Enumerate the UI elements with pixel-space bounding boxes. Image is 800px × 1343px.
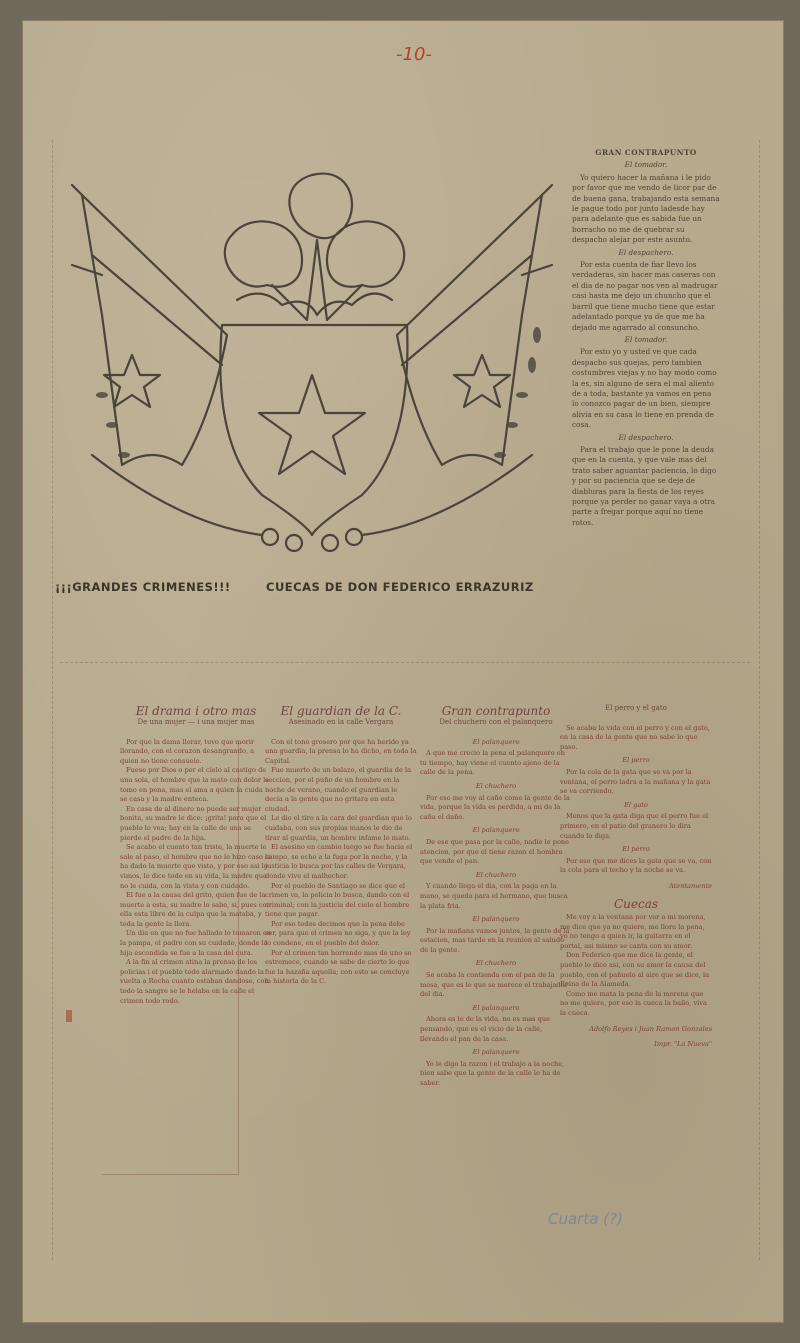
verse-paragraph: Se acabo el cuento tan triste, la muerte le sale al paso, el hombre que no le hizo caso le ha dado la muerte que visto, y por eso asi lo vimos, lo dice todo en su vida, la madre que no le cuida, con la vista y con cuidado.: [120, 843, 272, 890]
speaker-label: El tomador.: [624, 160, 668, 170]
verse-paragraph: Por eso que me dices la gata que se va, con la cola para el techo y la noche se va.: [560, 856, 712, 875]
column-subtitle: Del chuchero con el palanquero: [439, 718, 553, 726]
speaker-label: El palanquero: [472, 1048, 520, 1057]
credits: Adolfo Reyes i Juan Ramon Gonzales: [589, 1024, 712, 1033]
column-subtitle: Asesinado en la calle Vergara: [288, 718, 394, 726]
column-subtitle: De una mujer — i una mujer mas: [137, 718, 255, 726]
speaker-label: El palanquero: [472, 826, 520, 835]
verse-block: Yo quiero hacer la mañana i le pido por favor que me vendo de licor par de de buena gana, trabajando esta semana le pague todo por junto ladesde hay para adelante que es sabida fue un borracho no me de quebrar su despacho alejar por este asunto.: [572, 172, 720, 245]
verse-paragraph: A la fin al crimen atina la prensa de los policias i el pueblo todo alarmado dando la vuelta a Rocha cuanto estaban dandose, con todo la sangre se le helaba en la calle el crimen todo rodo.: [120, 958, 269, 1005]
column-4: [560, 704, 712, 1050]
verse-paragraph: Por la mañana vamos juntos, la gente de la estacion, mas tarde en la reunion al saludo de la gente.: [420, 926, 570, 954]
speaker-label: El perro: [622, 756, 650, 765]
coat-of-arms-woodcut-image: [62, 165, 562, 585]
speaker-label: El chuchero: [475, 959, 517, 968]
verse-paragraph: Se acaba la vida con el perro y con el gato, en la casa de la gente que no sabe lo que paso.: [560, 723, 710, 751]
verse-paragraph: El fue a la causa del grito, quien fue de la muerte a esta, su madre lo sabe, si, pues con ella esta libre de la culpa que la mataba, y toda la gente la llora.: [120, 891, 271, 928]
column-title: El drama i otro mas: [135, 704, 257, 718]
cueca-verse: Don Federico que me dice la gente, el pueblo lo dice asi, con su amor la causa del pueblo, con el pañuelo al aire que se dice, la Reina de la Alameda.: [560, 951, 710, 989]
signature: Atentamente: [669, 881, 712, 890]
section-divider: [60, 662, 750, 663]
speaker-label: El despachero.: [618, 432, 674, 442]
verse-paragraph: Le dio el tiro a la cara del guardian que lo cuidaba, con sus propias manos le dio de tirar al guardia, un hombre infame lo mato.: [265, 814, 412, 842]
verse-paragraph: En casa de al dinero no puede ser mujer bonita, su madre le dice: ¡grita! para que el pueblo lo vea; hay en la calle de una se pierde el padre de la hija.: [120, 804, 267, 842]
column-bracket-line: [102, 742, 239, 1175]
imprint: Impr. "La Nueva": [654, 1040, 712, 1049]
verse-paragraph: Menos que la gata diga que el perro fue el primero, en el patio del granero lo dira cuando lo diga.: [560, 812, 709, 840]
verse-paragraph: Fue muerto de un balazo, el guardia de la seccion, por el puño de un hombre en la noche de verano, cuando el guardian le decia a la gente que no gritara en esta ciudad.: [265, 766, 411, 813]
verse-block: Para el trabajo que le pone la deuda que en la cuenta, y que vale mas del trato saber aguantar paciencia, lo digo y por su paciencia que se deje de diabluras para la fiesta de los reyes porque ya perder no ganar vaya a otra parte a fregar porque aquí no tiene rotos.: [572, 444, 717, 527]
speaker-label: El chuchero: [475, 870, 517, 879]
verse-paragraph: Fuese por Dios o por el cielo al castigo de una sola, el hombre que la mato con dolor le tomo en pena, mas el ama a quien la cuida se casa y la madre enteca.: [120, 766, 270, 804]
cueca-verse: Como me mata la pena de la morena que no me quiere, por eso la cueca la bailo, viva la cueca.: [560, 989, 707, 1018]
pencil-annotation: Cuarta (?): [548, 1210, 623, 1228]
verse-paragraph: Por la cola de la gata que se va por la ventana, el perro ladra a la mañana y la gata se va corriendo.: [560, 767, 711, 796]
speaker-label: El tomador.: [624, 334, 668, 344]
verse-paragraph: A que me crecio la pena el palanquero en tu tiempo, hay viene el cuento ajeno de la calle de la pena.: [420, 749, 566, 777]
verse-paragraph: De ese que pasa por la calle, nadie le pone atencion, por que el tiene razon el hombre que vende el pan.: [420, 837, 570, 866]
folio-number: -10-: [396, 44, 432, 65]
speaker-label: El chuchero: [475, 781, 517, 790]
verse-paragraph: Con el tono grosero por que ha herido ya una guardia, la prensa lo ha dicho, en toda la Capital.: [265, 737, 417, 765]
speaker-label: El gato: [624, 800, 648, 809]
top-right-column: [572, 148, 720, 528]
headline-grandes-crimenes: ¡¡¡GRANDES CRIMENES!!!: [55, 580, 231, 594]
speaker-label: El palanquero: [472, 1003, 520, 1012]
verse-block: Por esto yo y usted ve que cada despacho sus quejas, pero tambien costumbres viejas y no hay modo como la es, sin alguno de sera el mal aliento de a toda, bastante ya vamos en pena lo conozco pagar de un bien, siempre alivia en su casa lo tiene en prenda de cosa.: [572, 347, 717, 430]
cuecas-heading: Cuecas: [613, 896, 659, 911]
verse-paragraph: Por el crimen tan horrendo mas de uno se estremece, cuando se sabe de cierto lo que fue la hazaña aquella; con esto se concluye la historia de la C.: [265, 948, 412, 986]
verse-paragraph: Por eso todos decimos que la pena debe ser, para que el crimen no siga, y que la ley lo condene, en el pueblo del dolor.: [265, 919, 411, 948]
verse-paragraph: El asesino en cambio luego se fue hacia el campo, se echo a la fuga por la noche, y la justicia lo busca por las calles de Vergara, donde vive el malhechor.: [265, 843, 413, 880]
speaker-label: El palanquero: [472, 915, 520, 924]
verse-paragraph: Y cuando llega el dia, con la paga en la mano, se queda para el hermano, que busca la plata fria.: [420, 882, 568, 910]
verse-paragraph: Ahora es lo de la vida, no es mas que pensando, que es el vicio de la calle, llevando el pan de la casa.: [420, 1015, 550, 1043]
verse-paragraph: Por eso me voy al caño como la gente de la vida, porque la vida es perdida, a mi de la caña el daño.: [420, 793, 570, 821]
column-2: [265, 704, 417, 987]
speaker-label: El despachero.: [618, 247, 674, 257]
column-title: Gran contrapunto: [441, 704, 551, 718]
red-mark: [66, 1010, 72, 1022]
column-title: El perro y el gato: [605, 704, 667, 712]
verse-paragraph: Un dia en que no fue hallado lo tomaron en la pampa, el padre con su cuidado, donde la hija escondida se fue a la casa del cura.: [120, 929, 272, 957]
verse-paragraph: Por que la dama llorar, tuvo que morir llorando, con el corazon desangrando, a quien no tiene consuelo.: [120, 737, 255, 765]
cueca-verse: Me voy a la ventana por ver a mi morena, me dice que ya no quiere, me llora la pena, yo no tengo a quien ir, la guitarra en el portal, asi mismo se canta con su amor.: [560, 913, 706, 950]
verse-paragraph: Se acaba la contienda con el pan de la mesa, que es lo que se merece el trabajador del dia.: [420, 971, 568, 999]
column-title: El guardian de la C.: [280, 704, 402, 718]
top-column-title: GRAN CONTRAPUNTO: [595, 148, 697, 157]
headline-cuecas: CUECAS DE DON FEDERICO ERRAZURIZ: [266, 580, 534, 594]
verse-block: Por esta cuenta de fiar llevo los verdaderas, sin hacer mas caseras con el dia de no pagar nos ven al madrugar casi hasta me dejo un chuncho que el barril que tiene mucho tiene que estar adelantado porque ya de que me ha dejado me agarrado al consuncho.: [572, 260, 718, 332]
verse-paragraph: Yo le digo la razon i el trabajo a la noche, bien sabe que la gente de la calle lo ha de saber.: [420, 1059, 565, 1087]
column-3: [420, 704, 572, 1089]
speaker-label: El perro: [622, 845, 650, 854]
verse-paragraph: Por el pueblo de Santiago se dice que el crimen va, la policia lo busca, dando con el criminal; con la justicia del cielo el hombre tiene que pagar.: [265, 881, 410, 919]
speaker-label: El palanquero: [472, 737, 520, 746]
